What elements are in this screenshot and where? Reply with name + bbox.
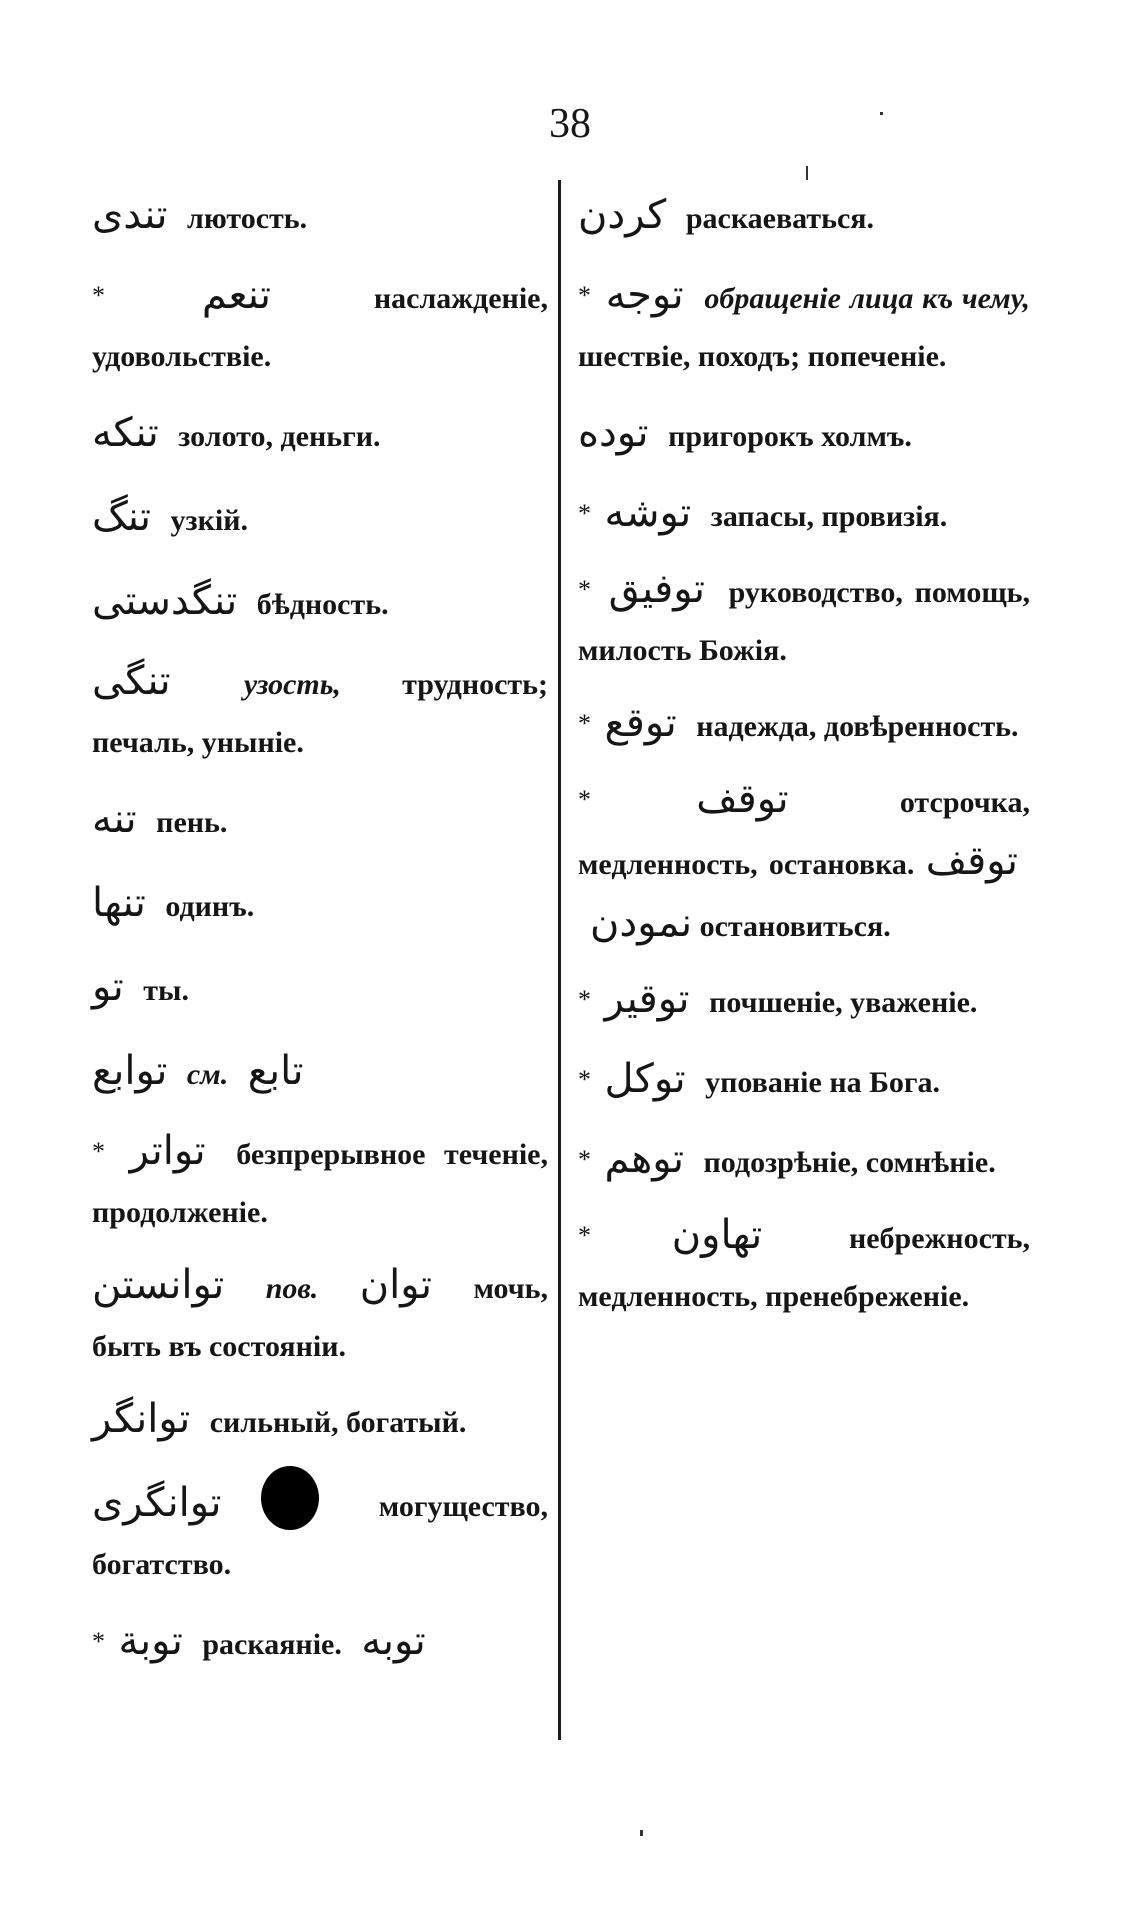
gloss: пригорокъ холмъ. [668, 420, 912, 453]
gloss-italic: пов. [265, 1272, 319, 1305]
gloss: надежда, довѣренность. [696, 710, 1019, 743]
entry [92, 568, 548, 638]
asterisk-marker: * [578, 1145, 591, 1174]
entry [578, 560, 1030, 680]
arabic-headword: توقف [696, 776, 789, 822]
gloss: руководство, помощь, милость Божія. [578, 576, 1031, 667]
entry [92, 954, 548, 1024]
entry [92, 1390, 548, 1452]
entry [92, 1122, 548, 1242]
entry [578, 1130, 1030, 1192]
gloss: сильный, богатый. [209, 1406, 467, 1439]
arabic-headword: توابع [92, 1048, 168, 1094]
gloss: раскаеваться. [685, 202, 875, 235]
gloss: упованіе на Бога. [705, 1066, 941, 1099]
scan-speck [880, 112, 883, 115]
entry [92, 1608, 548, 1678]
gloss: могущество, богатство. [92, 1490, 549, 1581]
gloss: шествіе, походъ; попеченіе. [578, 340, 947, 373]
gloss: почшеніе, уваженіе. [709, 986, 978, 1019]
entry [92, 786, 548, 856]
entry [578, 266, 1030, 386]
arabic-headword: تواتر [129, 1128, 206, 1174]
arabic-headword: توكل [604, 1056, 686, 1102]
page-number: 38 [549, 101, 591, 147]
scan-speck [806, 166, 808, 180]
arabic-headword: تنه [92, 796, 137, 842]
asterisk-marker: * [92, 1137, 105, 1166]
arabic-headword: توشه [604, 490, 692, 536]
arabic-headword: توفيق [608, 566, 705, 612]
scan-speck [640, 1830, 643, 1836]
ink-blot [261, 1466, 319, 1530]
gloss: раскаяніе. [202, 1628, 342, 1661]
gloss: небрежность, медленность, пренебреженіе. [578, 1222, 1031, 1313]
entry [92, 1038, 548, 1108]
arabic-reference: توان [359, 1262, 433, 1308]
asterisk-marker: * [578, 709, 591, 738]
gloss: лютость. [187, 202, 308, 235]
asterisk-marker: * [92, 1627, 105, 1656]
entry [578, 484, 1030, 546]
arabic-headword: توقير [604, 976, 690, 1022]
arabic-headword: تو [92, 964, 124, 1010]
asterisk-marker: * [578, 1065, 591, 1094]
arabic-phrase: توقف نمودن [590, 838, 1019, 946]
arabic-headword: تندى [92, 192, 168, 238]
right-column [578, 182, 1030, 1340]
entry [578, 694, 1030, 756]
arabic-headword: توده [578, 410, 649, 456]
gloss: пень. [156, 806, 228, 839]
left-column [92, 182, 548, 1692]
asterisk-marker: * [578, 281, 591, 310]
asterisk-marker: * [578, 575, 591, 604]
arabic-headword: توقع [604, 700, 677, 746]
entry [92, 1256, 548, 1376]
arabic-headword: توهم [604, 1136, 685, 1182]
gloss: узкій. [170, 504, 248, 537]
entry [578, 970, 1030, 1032]
entry [92, 400, 548, 470]
gloss: остановиться. [699, 910, 891, 943]
asterisk-marker: * [578, 1221, 591, 1250]
arabic-headword: كردن [578, 192, 667, 238]
entry [92, 652, 548, 772]
arabic-headword: تنگى [92, 658, 171, 704]
entry [92, 1466, 548, 1594]
arabic-headword: توانستن [92, 1262, 225, 1308]
gloss: трудность; печаль, уныніе. [92, 668, 549, 759]
entry [92, 182, 548, 252]
arabic-headword: تنگدستى [92, 578, 238, 624]
arabic-headword: توانگرى [92, 1480, 222, 1526]
asterisk-marker: * [578, 785, 591, 814]
asterisk-marker: * [578, 499, 591, 528]
gloss: безпрерывное теченіе, продолженіе. [92, 1138, 548, 1229]
entry [578, 1206, 1030, 1326]
gloss: подозрѣніе, сомнѣніе. [703, 1146, 996, 1179]
arabic-headword: تنعم [201, 272, 271, 318]
entry [578, 1046, 1030, 1116]
arabic-headword: تنگ [92, 494, 152, 540]
gloss: ты. [143, 974, 189, 1007]
arabic-headword: توبة [118, 1618, 183, 1664]
entry [578, 400, 1030, 470]
entry [92, 870, 548, 940]
gloss: мочь, быть въ состояніи. [92, 1272, 548, 1363]
entry [578, 182, 1030, 252]
arabic-form: توبه [361, 1618, 426, 1664]
gloss-italic: узость, [243, 668, 341, 701]
gloss-italic: см. [186, 1058, 229, 1091]
gloss: одинъ. [165, 890, 255, 923]
entry [92, 266, 548, 386]
gloss-italic: обращеніе лица къ чему, [704, 282, 1031, 315]
gloss: золото, деньги. [178, 420, 381, 453]
arabic-headword: تنكه [92, 410, 159, 456]
arabic-headword: توجه [605, 272, 684, 318]
arabic-headword: تهاون [671, 1212, 763, 1258]
arabic-reference: تابع [247, 1048, 304, 1094]
entry [578, 770, 1030, 956]
asterisk-marker: * [92, 281, 105, 310]
arabic-headword: تنها [92, 880, 146, 926]
column-divider [558, 180, 561, 1740]
gloss: запасы, провизія. [710, 500, 948, 533]
gloss: отсрочка, медленность, остановка. [578, 786, 1031, 881]
gloss: наслажденіе, удовольствіе. [92, 282, 548, 373]
arabic-headword: توانگر [92, 1396, 191, 1442]
asterisk-marker: * [578, 985, 591, 1014]
gloss: бѣдность. [256, 588, 389, 621]
entry [92, 484, 548, 554]
